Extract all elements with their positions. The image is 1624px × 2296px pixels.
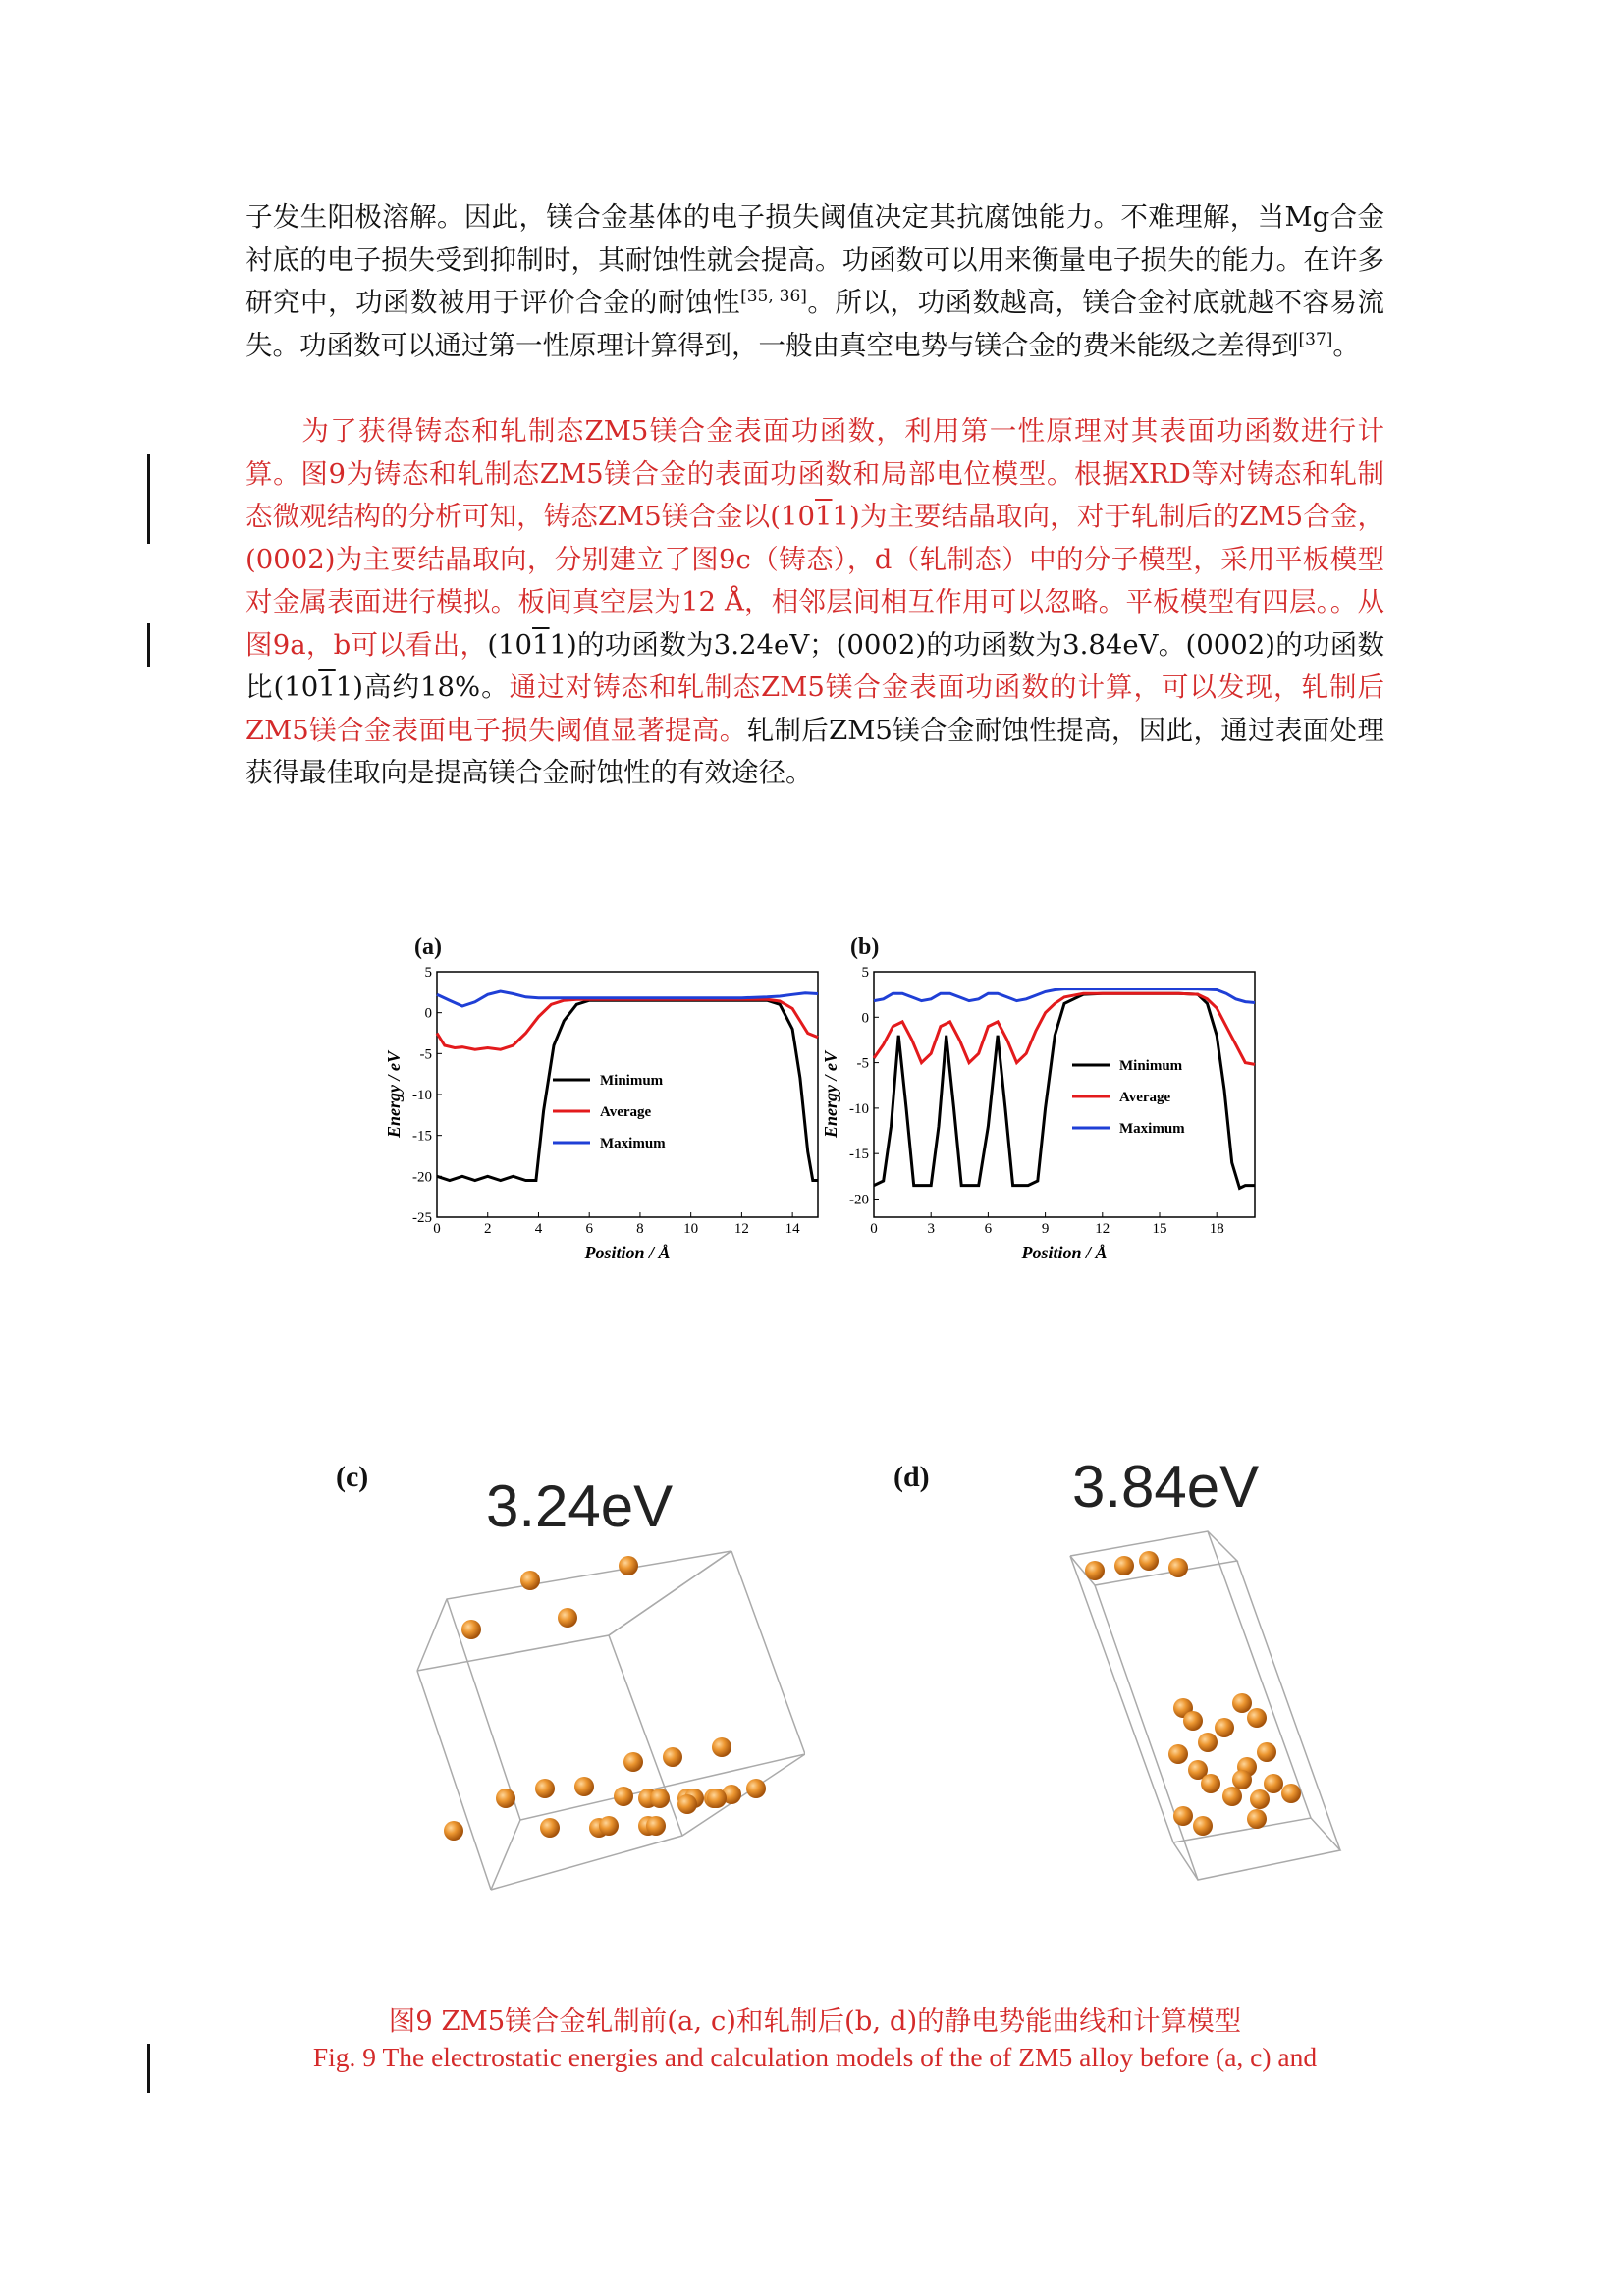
panel-label-b: (b) <box>850 934 880 960</box>
atom <box>1198 1733 1218 1752</box>
legend-label: Minimum <box>1119 1058 1183 1074</box>
y-axis-label: Energy / eV <box>384 1051 404 1138</box>
panel-label-a: (a) <box>414 934 442 960</box>
y-tick-label: -20 <box>849 1192 869 1208</box>
atom <box>1085 1561 1105 1580</box>
atom <box>646 1816 666 1836</box>
y-tick-label: 5 <box>424 965 432 981</box>
model-d-work-function: 3.84eV <box>1072 1454 1260 1520</box>
unit-cell-outline <box>417 1551 805 1890</box>
paragraph-2-black-d: 轧制后ZM5镁合金耐蚀性提高，因此，通过表面处理获得最佳取向是提高镁合金耐蚀性的有效途径。 <box>245 714 1384 788</box>
x-tick-label: 15 <box>1152 1221 1167 1237</box>
x-tick-label: 14 <box>785 1221 800 1237</box>
atom <box>1139 1551 1159 1571</box>
paragraph-1-text-b: 。所以，功函数越高，镁合金衬底就越不容易流失。功函数可以通过第一性原理计算得到，一般由真空电势与镁合金的费米能级之差得到 <box>245 287 1385 361</box>
y-tick-label: 0 <box>424 1005 432 1022</box>
atom <box>623 1752 643 1772</box>
miller-bar: 1 <box>532 628 550 661</box>
legend-label: Minimum <box>600 1073 664 1089</box>
x-tick-label: 3 <box>927 1221 935 1237</box>
citation: [35, 36] <box>740 286 807 306</box>
atoms-d <box>1085 1551 1301 1836</box>
x-tick-label: 8 <box>636 1221 644 1237</box>
series-line-minimum <box>437 1000 818 1180</box>
y-tick-label: -15 <box>849 1147 869 1163</box>
atom <box>1232 1770 1252 1789</box>
y-tick-label: -10 <box>412 1088 432 1103</box>
atom <box>461 1620 481 1639</box>
atoms-c <box>444 1556 766 1841</box>
atom <box>1257 1742 1276 1762</box>
atom <box>1247 1809 1267 1829</box>
atom <box>1250 1789 1270 1809</box>
x-tick-label: 12 <box>1095 1221 1110 1237</box>
series-line-minimum <box>874 993 1255 1188</box>
paragraph-2-red-c: 通过对铸态和轧制态ZM5镁合金表面功函数的计算，可以发现，轧制后ZM5镁合金表面电子损失阈值显著提高。 <box>245 671 1384 746</box>
atom <box>1168 1744 1188 1764</box>
paragraph-1-text-a: 子发生阳极溶解。因此，镁合金基体的电子损失阈值决定其抗腐蚀能力。不难理解，当Mg合金衬底的电子损失受到抑制时，其耐蚀性就会提高。功函数可以用来衡量电子损失的能力。在许多研究中，功函数被用于评价合金的耐蚀性 <box>245 201 1384 318</box>
atom <box>1247 1708 1267 1728</box>
atom <box>1215 1718 1234 1737</box>
x-tick-label: 2 <box>483 1221 492 1237</box>
atom <box>599 1816 619 1836</box>
miller-bar: 1 <box>318 671 336 703</box>
atom <box>619 1556 638 1575</box>
atom <box>712 1737 731 1757</box>
x-axis-label: Position / Å <box>1021 1243 1108 1262</box>
y-tick-label: -10 <box>849 1100 869 1117</box>
atom <box>535 1779 555 1798</box>
atom <box>444 1821 463 1841</box>
atom <box>707 1789 727 1808</box>
x-tick-label: 10 <box>683 1221 699 1237</box>
legend-label: Average <box>1119 1090 1171 1105</box>
y-tick-label: -25 <box>412 1210 432 1226</box>
change-bar <box>147 623 150 667</box>
legend-label: Maximum <box>600 1136 666 1151</box>
paragraph-1 <box>245 196 1384 367</box>
y-tick-label: -15 <box>412 1128 432 1145</box>
paragraph-2-red-a: 为了获得铸态和轧制态ZM5镁合金表面功函数，利用第一性原理对其表面功函数进行计算。图9为铸态和轧制态ZM5镁合金的表面功函数和局部电位模型。根据XRD等对铸态和轧制态微观结构的分析可知，铸态ZM5镁合金以(10 <box>245 415 1384 532</box>
paragraph-2 <box>245 410 1384 795</box>
legend-label: Average <box>600 1104 652 1120</box>
atom <box>1201 1774 1220 1793</box>
paragraph-1-text-c: 。 <box>1332 329 1360 361</box>
y-tick-label: 0 <box>861 1010 869 1027</box>
atom <box>1281 1784 1301 1803</box>
atom <box>614 1787 633 1806</box>
x-tick-label: 9 <box>1041 1221 1050 1237</box>
y-tick-label: -5 <box>419 1046 432 1063</box>
atom <box>1222 1787 1242 1806</box>
y-axis-label: Energy / eV <box>821 1051 840 1138</box>
atom <box>496 1789 515 1808</box>
paragraph-2-black-a: (10 <box>487 628 533 661</box>
atom <box>1183 1711 1203 1731</box>
atom <box>746 1779 766 1798</box>
atom <box>1264 1774 1283 1793</box>
atom <box>540 1818 560 1838</box>
atom <box>650 1789 670 1808</box>
x-tick-label: 4 <box>534 1221 543 1237</box>
citation: [37] <box>1298 329 1333 349</box>
paragraph-2-black-b: 1)的功函数为3.24eV；(0002)的功函数为3.84eV。(0002)的功函数比(10 <box>245 628 1384 703</box>
chart-a <box>378 933 830 1276</box>
x-tick-label: 6 <box>585 1221 593 1237</box>
x-tick-label: 12 <box>733 1221 749 1237</box>
model-d-crystal <box>1065 1526 1350 1909</box>
figure-caption-cn: 图9 ZM5镁合金轧制前(a, c)和轧制后(b, d)的静电势能曲线和计算模型 <box>388 2005 1242 2037</box>
change-bar <box>147 454 150 544</box>
series-line-maximum <box>437 991 818 1006</box>
x-tick-label: 0 <box>433 1221 441 1237</box>
x-tick-label: 6 <box>984 1221 993 1237</box>
atom <box>558 1608 577 1628</box>
plot-frame <box>437 972 818 1217</box>
atom <box>1173 1806 1193 1826</box>
paragraph-2-red-b: 1)为主要结晶取向，对于轧制后的ZM5合金，(0002)为主要结晶取向，分别建立了图9c（铸态），d（轧制态）中的分子模型，采用平板模型对金属表面进行模拟。板间真空层为12 Å，相邻层间相互作用可以忽略。平板模型有四层。。从图9a，b可以看出， <box>245 501 1384 661</box>
atom <box>1168 1558 1188 1577</box>
y-tick-label: 5 <box>861 965 869 981</box>
chart-a-svg <box>378 933 830 1276</box>
panel-label-d: (d) <box>893 1461 930 1493</box>
y-tick-label: -5 <box>856 1055 869 1072</box>
atom <box>677 1794 697 1814</box>
atom <box>1114 1556 1134 1575</box>
x-tick-label: 18 <box>1209 1221 1224 1237</box>
series-line-average <box>437 999 818 1049</box>
atom <box>1193 1816 1213 1836</box>
chart-b <box>815 933 1267 1276</box>
legend-label: Maximum <box>1119 1121 1185 1137</box>
model-c-crystal <box>393 1541 805 1895</box>
model-c-work-function: 3.24eV <box>486 1473 674 1539</box>
miller-bar: 1 <box>815 501 833 532</box>
chart-b-svg <box>815 933 1267 1276</box>
change-bar <box>147 2044 150 2093</box>
figure-caption-en: Fig. 9 The electrostatic energies and calculation models of the of ZM5 alloy before (a, c) and <box>312 2042 1318 2072</box>
paragraph-2-black-c: 1)高约18%。 <box>335 671 510 703</box>
atom <box>574 1777 594 1796</box>
atom <box>520 1571 540 1590</box>
atom <box>663 1747 682 1767</box>
y-tick-label: -20 <box>412 1169 432 1186</box>
x-tick-label: 0 <box>870 1221 878 1237</box>
atom <box>1232 1693 1252 1713</box>
x-axis-label: Position / Å <box>584 1243 671 1262</box>
panel-label-c: (c) <box>336 1461 369 1493</box>
